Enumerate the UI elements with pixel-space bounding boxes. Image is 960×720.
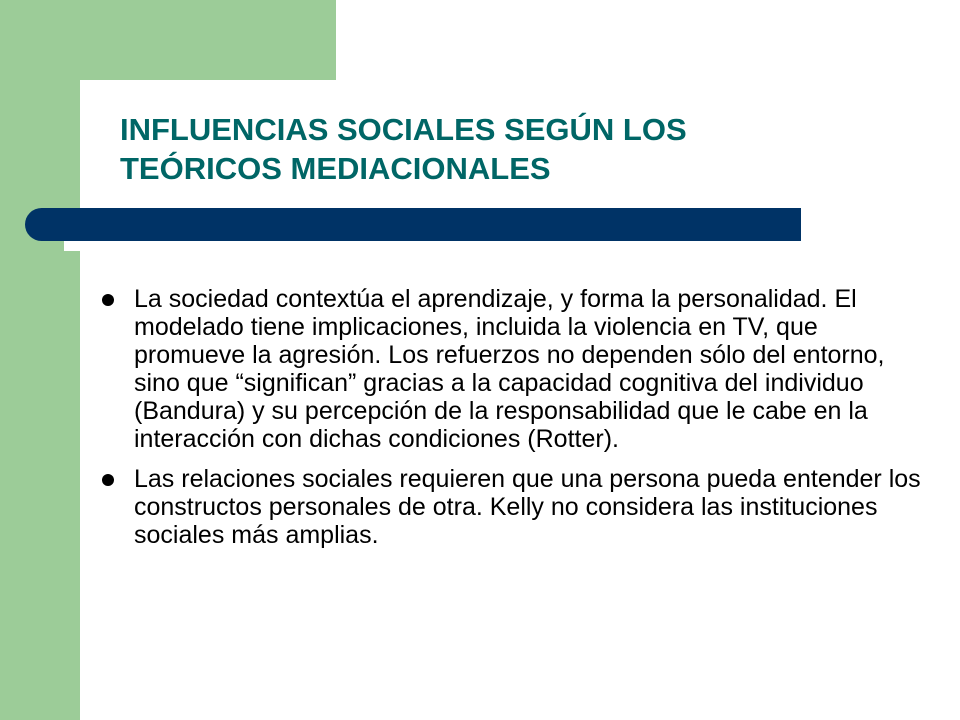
list-item [100, 465, 930, 549]
bullet-text: Las relaciones sociales requieren que una persona pueda entender los constructos personales de otra. Kelly no considera las instituciones sociales más amplias. [134, 465, 921, 549]
slide-title-line-2: TEÓRICOS MEDIACIONALES [120, 151, 551, 186]
bullet-dot-icon [102, 474, 114, 486]
bullet-text: La sociedad contextúa el aprendizaje, y forma la personalidad. El modelado tiene implicaciones, incluida la violencia en TV, que promueve la agresión. Los refuerzos no dependen sólo del entorno, sino que “significan” gracias a la capacidad cognitiva del individuo (Bandura) y su percepción de la responsabilidad que le cabe en la interacción con dichas condiciones (Rotter). [134, 285, 885, 453]
bullet-list [100, 285, 930, 561]
slide-title-line-1: INFLUENCIAS SOCIALES SEGÚN LOS [120, 112, 687, 147]
top-green-band [80, 0, 336, 80]
title-divider-bar [25, 208, 801, 241]
divider-notch [64, 241, 80, 251]
list-item [100, 285, 930, 453]
slide-title [120, 110, 880, 188]
bullet-dot-icon [102, 294, 114, 306]
left-green-band [0, 0, 80, 720]
